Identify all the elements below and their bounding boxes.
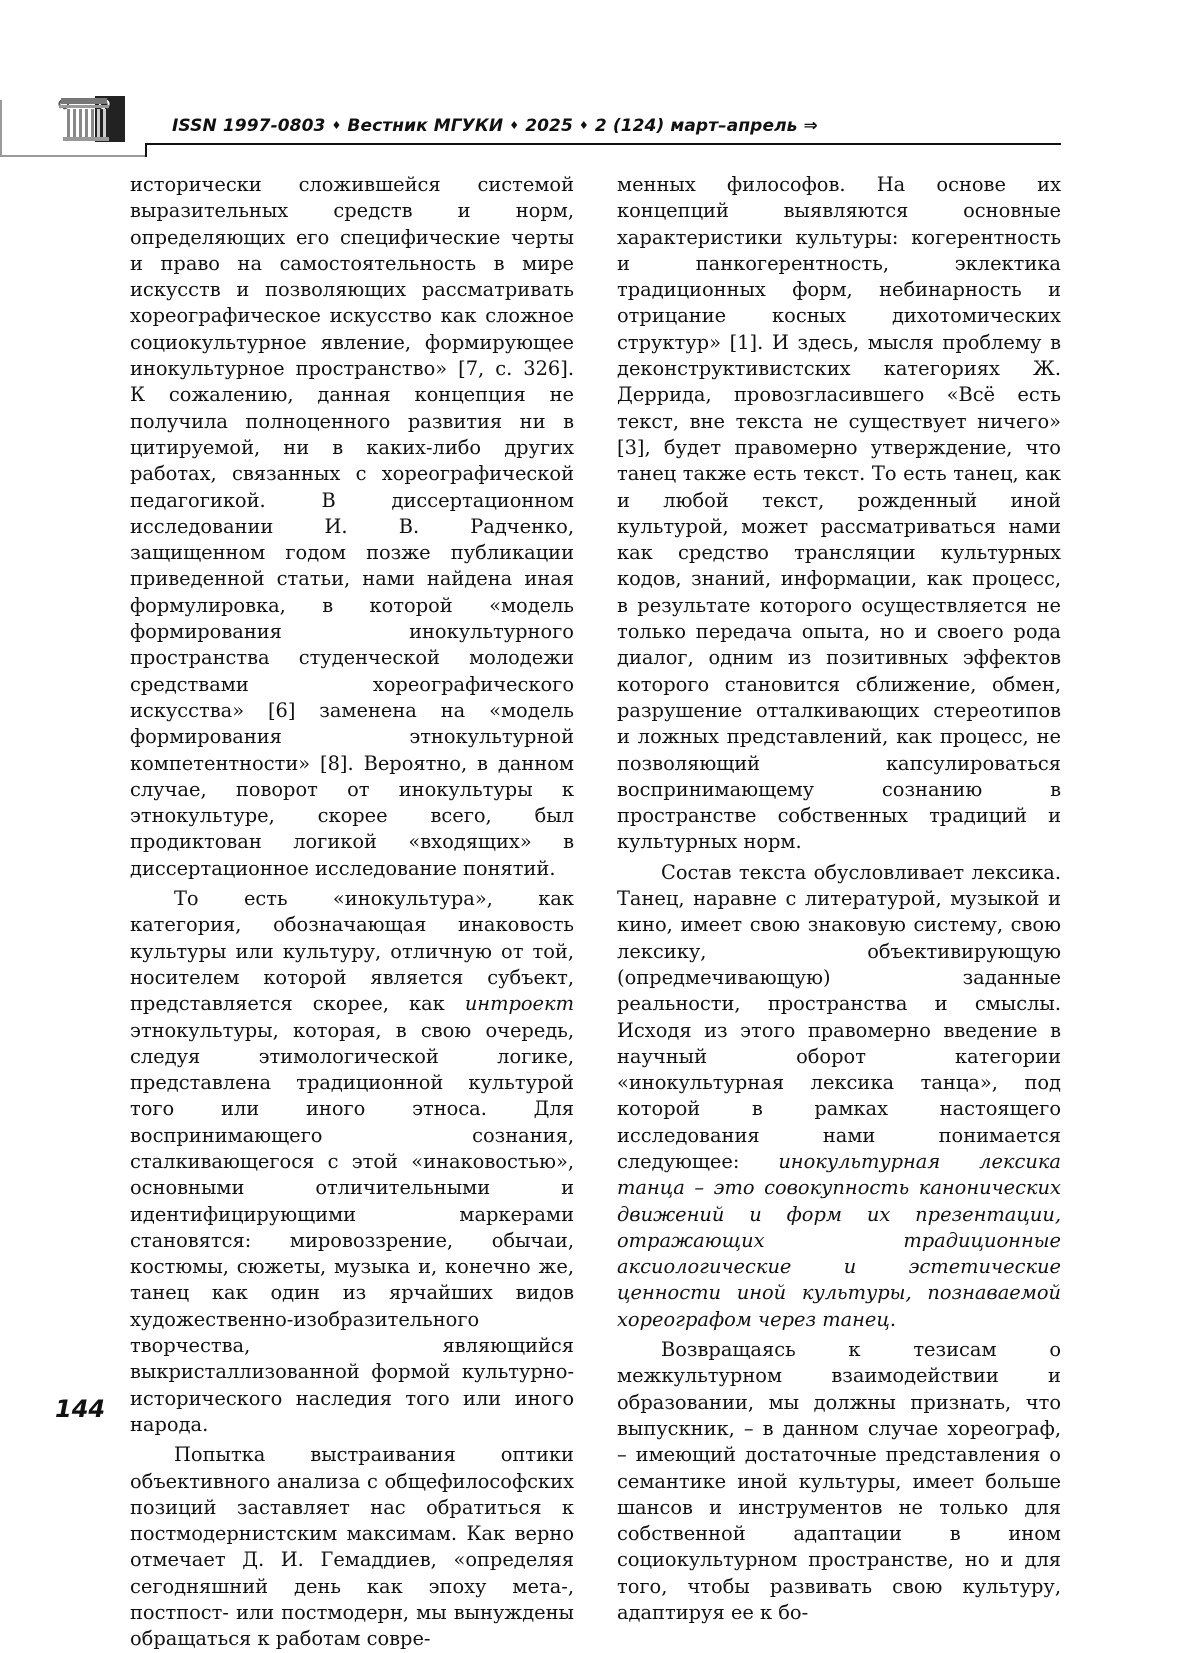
paragraph: исторически сложившейся системой выразительных средств и норм, определяющих его специфические черты и право на самостоятельность в мире искусств и позволяющих рассматривать хореографическое искусство как сложное социокультурное явление, формирующее инокультурное пространство» [7, с. 326]. К сожалению, данная концепция не получила полноценного развития ни в цитируемой, ни в каких-либо других работах, связанных с хореографической педагогикой. В диссертационном исследовании И. В. Радченко, защищенном годом позже публикации приведенной статьи, нами найдена иная формулировка, в которой «модель формирования инокультурного пространства студенческой молодежи средствами хореографического искусства» [6] заменена на «модель формирования этнокультурной компетентности» [8]. Вероятно, в данном случае, поворот от инокультуры к этнокультуре, скорее всего, был продиктован логикой «входящих» в диссертационное исследование понятий. (130, 173, 574, 880)
italic-term: интроект (464, 992, 574, 1016)
paragraph-text: Состав текста обусловливает лексика. Танец, наравне с литературой, музыкой и кино, имеет свою знаковую систему, свою лексику, объективирующую (опредмечивающую) заданные реальности, пространства и смыслы. Исходя из этого правомерно введение в научный оборот категории «инокультурная лексика танца», под которой в рамках настоящего исследования нами понимается следующее: (617, 860, 1061, 1173)
header-frame-vertical (0, 100, 2, 156)
definition-italic: инокультурная лексика танца – это совокупность канонических движений и форм их презентации, отражающих традиционные аксиологические и эстетические ценности иной культуры, познаваемой хореографом через танец. (617, 1149, 1061, 1331)
issn: ISSN 1997-0803 (172, 116, 326, 136)
running-header (172, 116, 818, 136)
journal-logo-icon (55, 96, 125, 142)
paragraph: Возвращаясь к тезисам о межкультурном взаимодействии и образовании, мы должны признать, что выпускник, – в данном случае хореограф, – имеющий достаточные представления о семантике иной культуры, имеет больше шансов и инструментов не только для собственной адаптации в ином социокультурном пространстве, но и для того, чтобы развивать свою культуру, адаптируя ее к бо- (617, 1338, 1061, 1625)
header-separator: ♦ (509, 119, 520, 132)
paragraph-text: этнокультуры, которая, в свою очередь, следуя этимологической логике, представлена традиционной культурой того или иного этноса. Для воспринимающего сознания, сталкивающегося с этой «инаковостью», основными отличительными и идентифицирующими маркерами становятся: мировоззрение, обычаи, костюмы, сюжеты, музыка и, конечно же, танец как один из ярчайших видов художественно-изобразительного творчества, являющийся выкристаллизованной формой культурно-исторического наследия того или иного народа. (130, 1018, 574, 1436)
left-column (130, 172, 574, 1653)
paragraph: Попытка выстраивания оптики объективного анализа с общефилософских позиций заставляет нас обратиться к постмодернистским максимам. Как верно отмечает Д. И. Гемаддиев, «определяя сегодняшний день как эпоху мета-, постпост- или постмодерн, мы вынуждены обращаться к работам совре- (130, 1443, 574, 1651)
issue-year: 2025 (525, 116, 573, 136)
paragraph: менных философов. На основе их концепций выявляются основные характеристики культуры: когерентность и панкогерентность, эклектика традиционных форм, небинарность и отрицание косных дихотомических структур» [1]. И здесь, мысля проблему в деконструктивистских категориях Ж. Деррида, провозгласившего «Всё есть текст, вне текста не существует ничего» [3], будет правомерно утверждение, что танец также есть текст. То есть танец, как и любой текст, рожденный иной культурой, может рассматриваться нами как средство трансляции культурных кодов, знаний, информации, как процесс, в результате которого осуществляется не только передача опыта, но и своего рода диалог, одним из позитивных эффектов которого становится сближение, обмен, разрушение отталкивающих стереотипов и ложных представлений, как процесс, не позволяющий капсулироваться воспринимающему сознанию в пространстве собственных традиций и культурных норм. (617, 173, 1061, 854)
paragraph (130, 886, 574, 1438)
paragraph-text: То есть «инокультура», как категория, обозначающая инаковость культуры или культуру, отличную от той, носителем которой является субъект, представляется скорее, как (130, 887, 574, 1016)
right-column (617, 172, 1061, 1626)
header-separator: ♦ (578, 119, 589, 132)
journal-title: Вестник МГУКИ (347, 116, 504, 136)
header-frame-horizontal (0, 155, 145, 157)
header-rule (145, 143, 1061, 145)
issue-number: 2 (124) март–апрель ⇒ (594, 116, 818, 136)
header-separator: ♦ (331, 119, 342, 132)
paragraph (617, 860, 1061, 1333)
header-rule-tick (145, 143, 147, 157)
page-number: 144 (55, 1395, 106, 1423)
